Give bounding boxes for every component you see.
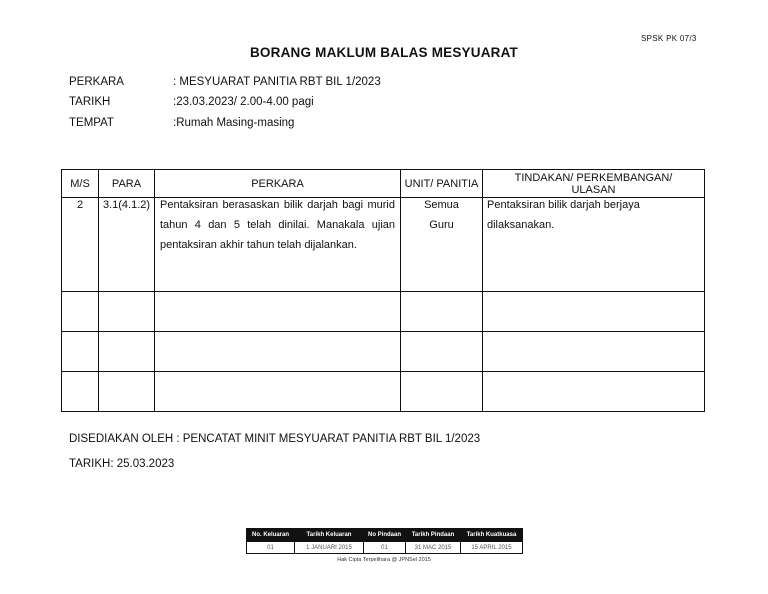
- document-control-table: [246, 528, 523, 554]
- meta-label-tempat: TEMPAT: [69, 117, 114, 129]
- cell-para: [99, 198, 155, 292]
- control-value-row: [247, 542, 523, 554]
- control-value: 31 MAC 2015: [406, 542, 461, 554]
- header-unit: UNIT/ PANITIA: [401, 170, 483, 198]
- meta-label-perkara: PERKARA: [69, 76, 124, 88]
- cell-unit: [401, 198, 483, 292]
- cell-ms: [62, 198, 99, 292]
- prepared-by: DISEDIAKAN OLEH : PENCATAT MINIT MESYUARAT PANITIA RBT BIL 1/2023: [69, 433, 481, 445]
- meta-label-tarikh: TARIKH: [69, 96, 111, 108]
- meta-value-tempat: :Rumah Masing-masing: [173, 117, 295, 129]
- cell-perkara: [155, 198, 401, 292]
- control-header-row: [247, 529, 523, 542]
- unit-text: Semua Guru: [424, 199, 459, 231]
- header-para: PARA: [99, 170, 155, 198]
- table-header-row: [62, 170, 705, 198]
- table-row: [62, 198, 705, 292]
- control-value: 01: [364, 542, 406, 554]
- perkara-text: Pentaksiran berasaskan bilik darjah bagi murid tahun 4 dan 5 telah dinilai. Manakala ujian pentaksiran akhir tahun telah dijalankan.: [160, 199, 395, 251]
- header-ms: M/S: [62, 170, 99, 198]
- control-header: Tarikh Kuatkuasa: [461, 529, 523, 542]
- control-value: 01: [247, 542, 295, 554]
- control-value: 15 APRIL 2015: [461, 542, 523, 554]
- para-text: 3.1(4.1.2): [102, 199, 151, 211]
- page-title: BORANG MAKLUM BALAS MESYUARAT: [249, 45, 519, 60]
- control-header: No. Keluaran: [247, 529, 295, 542]
- feedback-table: [61, 169, 705, 412]
- document-code: SPSK PK 07/3: [641, 34, 697, 43]
- header-tindakan: TINDAKAN/ PERKEMBANGAN/ ULASAN: [483, 170, 705, 198]
- meta-value-tarikh: :23.03.2023/ 2.00-4.00 pagi: [173, 96, 314, 108]
- header-perkara: PERKARA: [155, 170, 401, 198]
- prepared-date: TARIKH: 25.03.2023: [69, 458, 175, 470]
- table-row-empty: [62, 292, 705, 332]
- copyright-notice: Hak Cipta Terpelihara @ JPNSel 2015: [337, 557, 431, 563]
- table-row-empty: [62, 372, 705, 412]
- control-header: Tarikh Pindaan: [406, 529, 461, 542]
- ms-text: 2: [76, 199, 84, 211]
- table-row-empty: [62, 332, 705, 372]
- control-value: 1 JANUARI 2015: [295, 542, 364, 554]
- cell-tindakan: [483, 198, 705, 292]
- control-header: Tarikh Keluaran: [295, 529, 364, 542]
- control-header: No Pindaan: [364, 529, 406, 542]
- meta-value-perkara: : MESYUARAT PANITIA RBT BIL 1/2023: [173, 76, 381, 88]
- tindakan-text: Pentaksiran bilik darjah berjaya dilaksanakan.: [487, 199, 640, 231]
